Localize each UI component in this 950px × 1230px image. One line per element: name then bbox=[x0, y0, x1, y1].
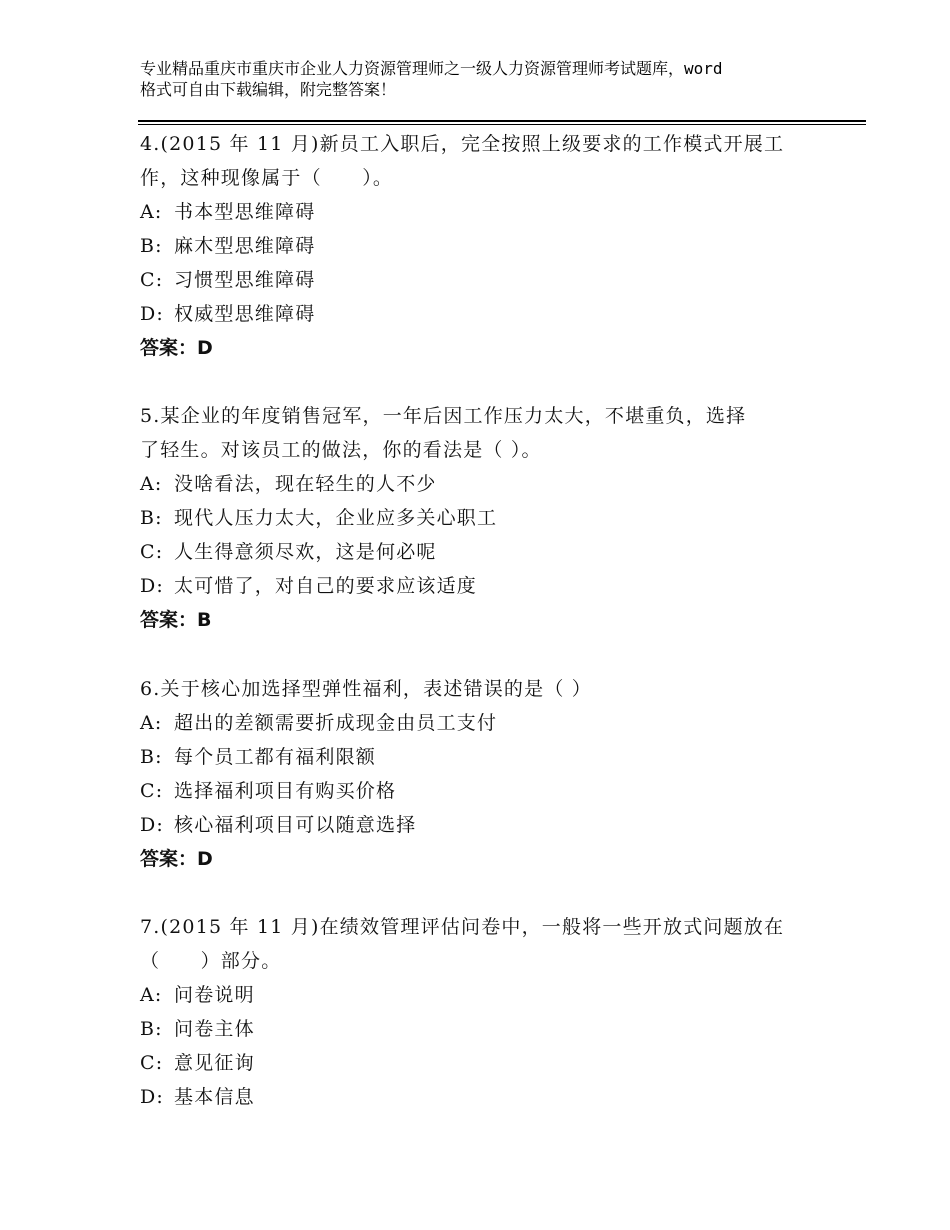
option-d bbox=[140, 1080, 820, 1114]
question-stem-line: 7.(2015 年 11 月)在绩效管理评估问卷中，一般将一些开放式问题放在 bbox=[140, 916, 785, 938]
option-letter: C: bbox=[140, 269, 164, 291]
option-b bbox=[140, 229, 820, 263]
option-text: 人生得意须尽欢，这是何必呢 bbox=[174, 541, 437, 563]
option-d bbox=[140, 808, 820, 842]
option-letter: A: bbox=[140, 473, 163, 495]
question-stem-line: 作，这种现像属于（ ）。 bbox=[140, 167, 394, 189]
option-letter: D: bbox=[140, 575, 165, 597]
option-text: 每个员工都有福利限额 bbox=[174, 746, 377, 768]
answer-label: 答案：B bbox=[140, 609, 212, 631]
question-6 bbox=[140, 672, 820, 876]
option-text: 习惯型思维障碍 bbox=[174, 269, 316, 291]
question-7 bbox=[140, 910, 820, 1114]
option-letter: B: bbox=[140, 1018, 163, 1040]
option-b bbox=[140, 501, 820, 535]
option-a bbox=[140, 195, 820, 229]
option-d bbox=[140, 297, 820, 331]
option-letter: B: bbox=[140, 235, 163, 257]
option-b bbox=[140, 740, 820, 774]
option-letter: C: bbox=[140, 780, 164, 802]
option-text: 问卷说明 bbox=[174, 984, 255, 1006]
option-letter: B: bbox=[140, 746, 163, 768]
document-header bbox=[140, 58, 830, 100]
question-stem-line: （ ）部分。 bbox=[140, 950, 282, 972]
question-5 bbox=[140, 399, 820, 637]
option-text: 现代人压力太大，企业应多关心职工 bbox=[174, 507, 498, 529]
question-stem-line: 5.某企业的年度销售冠军，一年后因工作压力太大，不堪重负，选择 bbox=[140, 405, 747, 427]
option-letter: D: bbox=[140, 1086, 165, 1108]
header-line-2: 格式可自由下载编辑，附完整答案！ bbox=[140, 80, 397, 99]
option-c bbox=[140, 1046, 820, 1080]
option-a bbox=[140, 706, 820, 740]
option-text: 书本型思维障碍 bbox=[174, 201, 316, 223]
option-text: 基本信息 bbox=[174, 1086, 255, 1108]
option-text: 意见征询 bbox=[174, 1052, 255, 1074]
option-text: 超出的差额需要折成现金由员工支付 bbox=[174, 712, 498, 734]
option-text: 权威型思维障碍 bbox=[174, 303, 316, 325]
option-letter: D: bbox=[140, 303, 165, 325]
question-stem-line: 6.关于核心加选择型弹性福利，表述错误的是（ ） bbox=[140, 678, 592, 700]
option-text: 麻木型思维障碍 bbox=[174, 235, 316, 257]
option-letter: A: bbox=[140, 712, 163, 734]
question-4 bbox=[140, 127, 820, 365]
option-letter: B: bbox=[140, 507, 163, 529]
option-letter: A: bbox=[140, 201, 163, 223]
option-a bbox=[140, 978, 820, 1012]
option-a bbox=[140, 467, 820, 501]
option-c bbox=[140, 535, 820, 569]
option-letter: D: bbox=[140, 814, 165, 836]
option-text: 选择福利项目有购买价格 bbox=[174, 780, 397, 802]
question-stem-line: 4.(2015 年 11 月)新员工入职后，完全按照上级要求的工作模式开展工 bbox=[140, 133, 785, 155]
option-text: 太可惜了，对自己的要求应该适度 bbox=[174, 575, 478, 597]
option-b bbox=[140, 1012, 820, 1046]
answer-label: 答案：D bbox=[140, 848, 213, 870]
option-d bbox=[140, 569, 820, 603]
option-letter: C: bbox=[140, 541, 164, 563]
header-divider-thick bbox=[138, 120, 866, 122]
option-text: 问卷主体 bbox=[174, 1018, 255, 1040]
question-stem-line: 了轻生。对该员工的做法，你的看法是（ ）。 bbox=[140, 439, 542, 461]
answer-label: 答案：D bbox=[140, 337, 213, 359]
option-c bbox=[140, 263, 820, 297]
option-letter: C: bbox=[140, 1052, 164, 1074]
option-text: 没啥看法，现在轻生的人不少 bbox=[174, 473, 437, 495]
option-c bbox=[140, 774, 820, 808]
header-divider-thin bbox=[138, 124, 866, 125]
option-letter: A: bbox=[140, 984, 163, 1006]
option-text: 核心福利项目可以随意选择 bbox=[174, 814, 417, 836]
header-line-1: 专业精品重庆市重庆市企业人力资源管理师之一级人力资源管理师考试题库，word bbox=[140, 59, 723, 78]
